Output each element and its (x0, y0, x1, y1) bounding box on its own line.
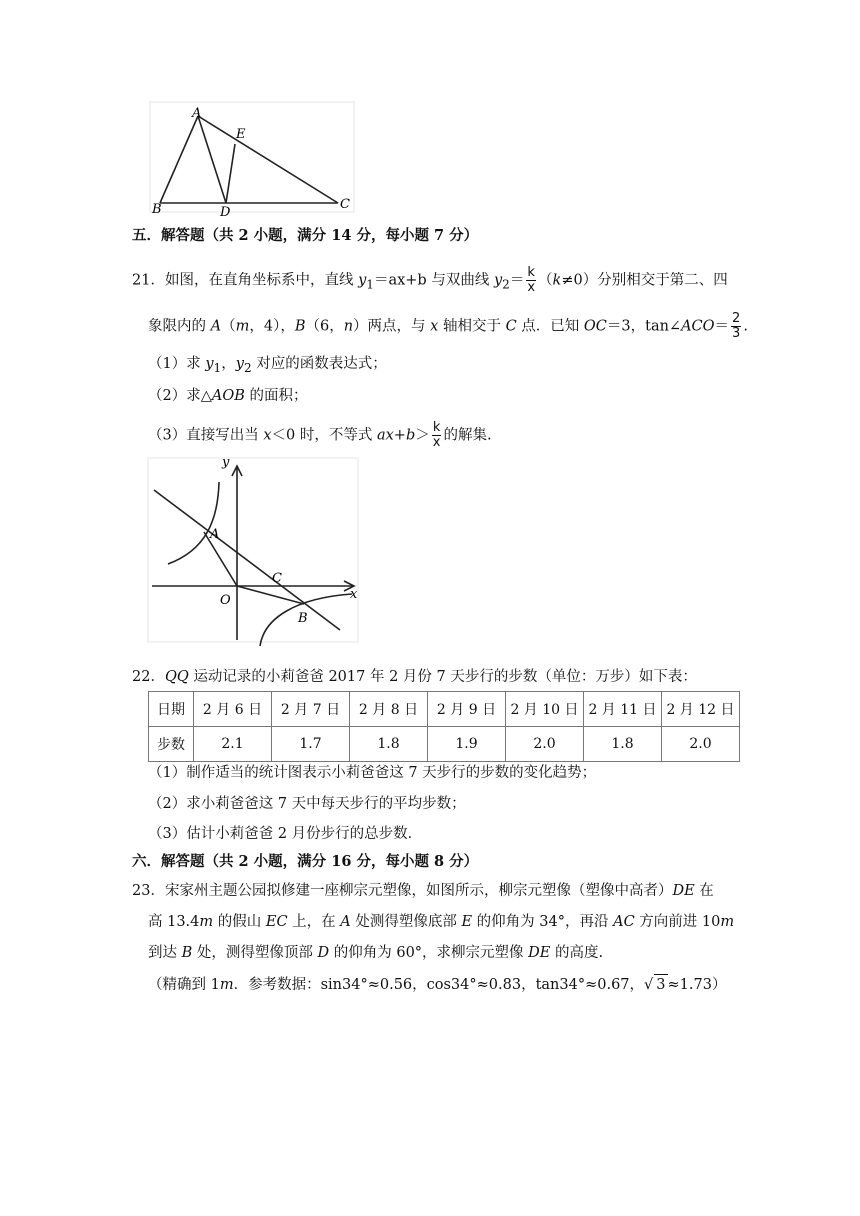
label-c: C (340, 197, 350, 212)
table-cell-date: 2 月 11 日 (584, 692, 662, 727)
fraction-k-over-x: $\frac{k}{x}$ (527, 265, 536, 295)
label-y: y (222, 455, 230, 470)
label-b: B (298, 611, 308, 626)
label-c: C (272, 571, 282, 586)
q23-line-2: 高 13.4m 的假山 EC 上，在 A 处测得塑像底部 E 的仰角为 34°，再沿 AC 方向前进 10m (148, 914, 735, 930)
label-b: B (152, 202, 162, 216)
table-cell-date: 2 月 9 日 (428, 692, 506, 727)
table-cell-date: 2 月 7 日 (272, 692, 350, 727)
section-5-title: 五．解答题（共 2 小题，满分 14 分，每小题 7 分） (132, 227, 479, 244)
table-row-dates (149, 692, 740, 727)
table-header-steps: 步数 (149, 727, 194, 762)
line-y1 (154, 490, 340, 630)
coordinate-graph-figure (146, 450, 362, 646)
q23-line-1: 23．宋家州主题公园拟修建一座柳宗元塑像，如图所示，柳宗元塑像（塑像中高者）DE 在 (132, 883, 714, 899)
q22-sub-1: （1）制作适当的统计图表示小莉爸爸这 7 天步行的步数的变化趋势； (148, 765, 597, 781)
hyperbola-branch-2 (168, 482, 219, 564)
segment-ab (160, 116, 198, 203)
q23-line-3: 到达 B 处，测得塑像顶部 D 的仰角为 60°，求柳宗元塑像 DE 的高度. (148, 945, 604, 961)
table-cell-date: 2 月 8 日 (350, 692, 428, 727)
table-cell-steps: 2.0 (506, 727, 584, 762)
q21-sub-3: （3）直接写出当 x＜0 时，不等式 ax+b＞ $\frac{k}{x}$ 的解集. (148, 420, 492, 450)
triangle-figure (140, 100, 360, 216)
label-a: A (210, 527, 220, 542)
q21-sub-2: （2）求△AOB 的面积； (148, 388, 308, 404)
label-e: E (236, 127, 246, 142)
segment-de (226, 144, 235, 203)
fraction-k-over-x-2: $\frac{k}{x}$ (432, 420, 441, 450)
table-cell-steps: 1.9 (428, 727, 506, 762)
q22-sub-3: （3）估计小莉爸爸 2 月份步行的总步数． (148, 826, 423, 842)
segment-ac (198, 116, 338, 203)
label-d: D (220, 205, 231, 216)
segment-ad (198, 116, 226, 203)
label-o: O (220, 593, 231, 608)
table-header-date: 日期 (149, 692, 194, 727)
q21-line-2: 象限内的 A（m，4），B（6，n）两点，与 x 轴相交于 C 点．已知 OC＝3，tan∠ACO＝ $\frac{2}{3}$ . (148, 311, 748, 341)
table-cell-date: 2 月 6 日 (194, 692, 272, 727)
table-cell-steps: 1.8 (350, 727, 428, 762)
table-cell-steps: 1.8 (584, 727, 662, 762)
label-x: x (350, 587, 358, 602)
table-cell-steps: 2.0 (662, 727, 740, 762)
steps-table (148, 691, 740, 762)
table-cell-steps: 1.7 (272, 727, 350, 762)
table-cell-steps: 2.1 (194, 727, 272, 762)
q21-line-1: 21．如图，在直角坐标系中，直线 $y_1=ax+b$ 与双曲线 $y_2=$ $\frac{k}{x}$ （k≠0）分别相交于第二、四 (132, 265, 728, 295)
table-cell-date: 2 月 12 日 (662, 692, 740, 727)
q22-line-1: 22．QQ 运动记录的小莉爸爸 2017 年 2 月份 7 天步行的步数（单位：万步）如下表： (132, 669, 697, 685)
section-6-title: 六．解答题（共 2 小题，满分 16 分，每小题 8 分） (132, 853, 479, 870)
q22-sub-2: （2）求小莉爸爸这 7 天中每天步行的平均步数； (148, 796, 466, 812)
fraction-two-thirds: $\frac{2}{3}$ (732, 311, 741, 341)
label-a: A (192, 106, 202, 121)
sqrt-symbol: √ (644, 977, 654, 993)
table-cell-date: 2 月 10 日 (506, 692, 584, 727)
q21-sub-1: （1）求 $y_1$，$y_2$ 对应的函数表达式； (148, 356, 387, 375)
q23-line-4: （精确到 1m．参考数据：sin34°≈0.56，cos34°≈0.83，tan34°≈0.67，√ 3 ≈1.73） (148, 974, 726, 995)
table-row-steps (149, 727, 740, 762)
sqrt-radicand: 3 (654, 974, 667, 995)
